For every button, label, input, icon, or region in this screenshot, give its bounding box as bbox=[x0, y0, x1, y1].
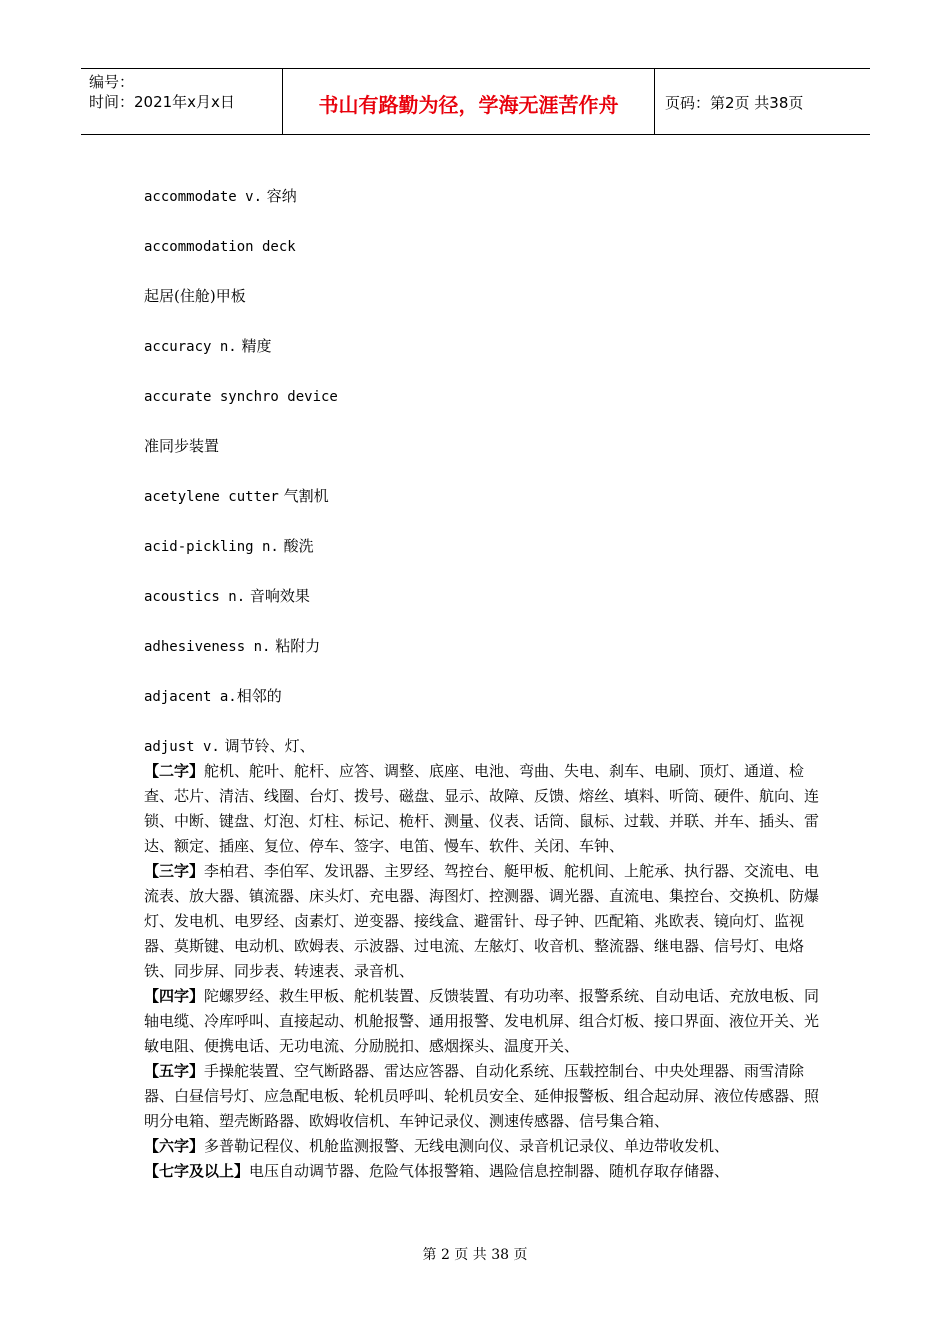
glossary-entry bbox=[144, 734, 824, 759]
footer-page-number: 第 2 页 共 38 页 bbox=[422, 1247, 528, 1263]
header-meta-cell bbox=[81, 69, 283, 134]
entry-english: adjacent a. bbox=[144, 689, 237, 705]
glossary-entry bbox=[144, 634, 824, 659]
entry-chinese: 准同步装置 bbox=[144, 437, 220, 455]
glossary-content bbox=[144, 184, 824, 1184]
entry-english: adhesiveness n. bbox=[144, 639, 271, 655]
entry-english: acetylene cutter bbox=[144, 489, 279, 505]
term-group-paragraph bbox=[144, 1159, 824, 1184]
glossary-entry bbox=[144, 534, 824, 559]
time-label: 时间：2021年x月x日 bbox=[89, 93, 235, 111]
entry-english: accurate synchro device bbox=[144, 389, 338, 405]
entry-english: accommodate v. bbox=[144, 189, 263, 205]
entry-chinese: 精度 bbox=[236, 337, 272, 355]
term-group-text: 电压自动调节器、危险气体报警箱、遇险信息控制器、随机存取存储器、 bbox=[249, 1162, 730, 1180]
page-footer bbox=[0, 1244, 950, 1264]
glossary-entry bbox=[144, 234, 824, 259]
glossary-entry bbox=[144, 584, 824, 609]
page-info-cell bbox=[655, 69, 870, 134]
entry-chinese: 酸洗 bbox=[278, 537, 314, 555]
entry-chinese: 调节铃、灯、 bbox=[219, 737, 315, 755]
term-group-text: 陀螺罗经、救生甲板、舵机装置、反馈装置、有功功率、报警系统、自动电话、充放电板、同轴电缆、冷库呼叫、直接起动、机舱报警、通用报警、发电机屏、组合灯板、接口界面、液位开关、光敏电阻、便携电话、无功电流、分励脱扣、感烟探头、温度开关、 bbox=[144, 987, 820, 1055]
number-label: 编号： bbox=[89, 73, 135, 91]
term-group-tag: 【六字】 bbox=[144, 1137, 205, 1155]
entry-chinese: 起居(住舱)甲板 bbox=[144, 287, 246, 305]
motto-text: 书山有路勤为径，学海无涯苦作舟 bbox=[318, 93, 619, 117]
entry-chinese: 音响效果 bbox=[245, 587, 310, 605]
term-group-text: 舵机、舵叶、舵杆、应答、调整、底座、电池、弯曲、失电、刹车、电刷、顶灯、通道、检查、芯片、清洁、线圈、台灯、拨号、磁盘、显示、故障、反馈、熔丝、填料、听筒、硬件、航向、连锁、中断、键盘、灯泡、灯柱、标记、桅杆、测量、仪表、话筒、鼠标、过载、并联、并车、插头、雷达、额定、插座、复位、停车、签字、电笛、慢车、软件、关闭、车钟、 bbox=[144, 762, 820, 855]
glossary-entry bbox=[144, 484, 824, 509]
entry-english: acoustics n. bbox=[144, 589, 246, 605]
term-group-text: 手操舵装置、空气断路器、雷达应答器、自动化系统、压载控制台、中央处理器、雨雪清除器、白昼信号灯、应急配电板、轮机员呼叫、轮机员安全、延伸报警板、组合起动屏、液位传感器、照明分电箱、塑壳断路器、欧姆收信机、车钟记录仪、测速传感器、信号集合箱、 bbox=[144, 1062, 820, 1130]
entry-chinese: 相邻的 bbox=[236, 687, 282, 705]
motto-cell bbox=[283, 69, 655, 134]
term-group-tag: 【四字】 bbox=[144, 987, 205, 1005]
entry-chinese: 粘附力 bbox=[270, 637, 321, 655]
page-info-text: 页码：第2页 共38页 bbox=[665, 94, 804, 112]
glossary-entry bbox=[144, 434, 824, 459]
term-group-tag: 【二字】 bbox=[144, 762, 205, 780]
term-group-text: 李柏君、李伯军、发讯器、主罗经、驾控台、艇甲板、舵机间、上舵承、执行器、交流电、电流表、放大器、镇流器、床头灯、充电器、海图灯、控测器、调光器、直流电、集控台、交换机、防爆灯、发电机、电罗经、卤素灯、逆变器、接线盒、避雷针、母子钟、匹配箱、兆欧表、镜向灯、监视器、莫斯键、电动机、欧姆表、示波器、过电流、左舷灯、收音机、整流器、继电器、信号灯、电烙铁、同步屏、同步表、转速表、录音机、 bbox=[144, 862, 820, 980]
term-group-paragraph bbox=[144, 859, 824, 984]
entry-english: accuracy n. bbox=[144, 339, 237, 355]
term-group-tag: 【七字及以上】 bbox=[144, 1162, 250, 1180]
glossary-entry bbox=[144, 334, 824, 359]
glossary-entry bbox=[144, 384, 824, 409]
term-group-paragraph bbox=[144, 1134, 824, 1159]
term-group-paragraph bbox=[144, 759, 824, 859]
document-header bbox=[81, 68, 870, 135]
term-group-tag: 【五字】 bbox=[144, 1062, 205, 1080]
entry-chinese: 气割机 bbox=[278, 487, 329, 505]
term-group-text: 多普勒记程仪、机舱监测报警、无线电测向仪、录音机记录仪、单边带收发机、 bbox=[204, 1137, 730, 1155]
term-group-tag: 【三字】 bbox=[144, 862, 205, 880]
entry-english: adjust v. bbox=[144, 739, 220, 755]
entry-chinese: 容纳 bbox=[262, 187, 297, 205]
entry-english: acid-pickling n. bbox=[144, 539, 279, 555]
glossary-entry bbox=[144, 284, 824, 309]
glossary-entry bbox=[144, 184, 824, 209]
entry-english: accommodation deck bbox=[144, 239, 296, 255]
term-group-paragraph bbox=[144, 1059, 824, 1134]
term-group-paragraph bbox=[144, 984, 824, 1059]
glossary-entry bbox=[144, 684, 824, 709]
